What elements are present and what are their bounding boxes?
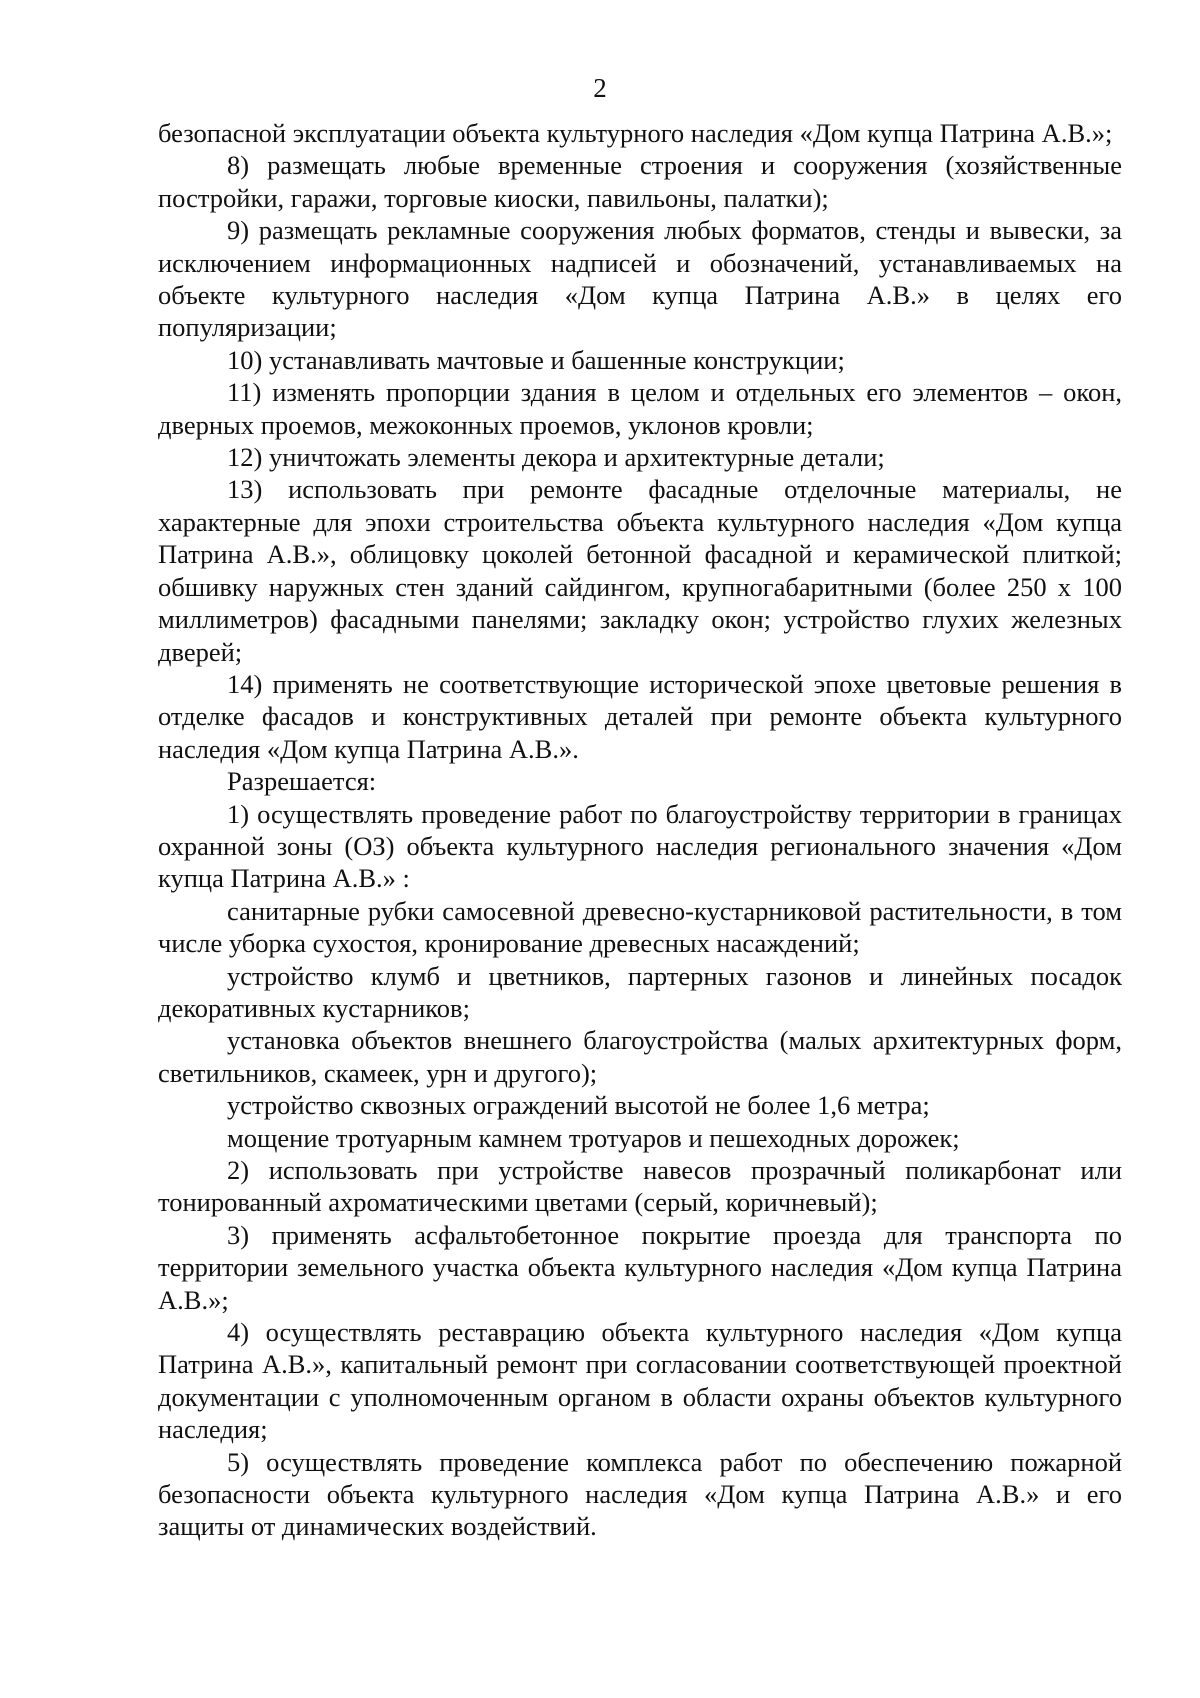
paragraph: безопасной эксплуатации объекта культурного наследия «Дом купца Патрина А.В.»;: [158, 118, 1113, 148]
paragraph: 4) осуществлять реставрацию объекта культурного наследия «Дом купца Патрина А.В.», капитальный ремонт при согласовании соответствующей проектной документации с уполномоченным органом в области охраны объектов культурного наследия;: [158, 1317, 1122, 1445]
document-body: [158, 117, 1122, 1543]
paragraph: 1) осуществлять проведение работ по благоустройству территории в границах охранной зоны (ОЗ) объекта культурного наследия регионального значения «Дом купца Патрина А.В.» :: [158, 798, 1122, 894]
paragraph: 5) осуществлять проведение комплекса работ по обеспечению пожарной безопасности объекта культурного наследия «Дом купца Патрина А.В.» и его защиты от динамических воздействий.: [158, 1446, 1122, 1542]
page-number: 2: [593, 73, 607, 103]
paragraph: 3) применять асфальтобетонное покрытие проезда для транспорта по территории земельного участка объекта культурного наследия «Дом купца Патрина А.В.»;: [158, 1219, 1122, 1315]
paragraph: 8) размещать любые временные строения и сооружения (хозяйственные постройки, гаражи, торговые киоски, павильоны, палатки);: [158, 150, 1122, 213]
paragraph: установка объектов внешнего благоустройства (малых архитектурных форм, светильников, скамеек, урн и другого);: [158, 1025, 1122, 1088]
paragraph: устройство сквозных ограждений высотой не более 1,6 метра;: [227, 1090, 930, 1121]
paragraph: санитарные рубки самосевной древесно-кустарниковой растительности, в том числе уборка сухостоя, кронирование древесных насаждений;: [158, 895, 1122, 959]
paragraph: 12) уничтожать элементы декора и архитектурные детали;: [227, 442, 885, 473]
paragraph: 11) изменять пропорции здания в целом и отдельных его элементов – окон, дверных проемов, межоконных проемов, уклонов кровли;: [158, 377, 1122, 440]
paragraph: 2) использовать при устройстве навесов прозрачный поликарбонат или тонированный ахроматическими цветами (серый, коричневый);: [158, 1155, 1122, 1218]
paragraph: устройство клумб и цветников, партерных газонов и линейных посадок декоративных кустарников;: [158, 960, 1122, 1023]
paragraph: 14) применять не соответствующие исторической эпохе цветовые решения в отделке фасадов и конструктивных деталей при ремонте объекта культурного наследия «Дом купца Патрина А.В.».: [158, 668, 1122, 764]
paragraph: мощение тротуарным камнем тротуаров и пешеходных дорожек;: [227, 1122, 960, 1153]
section-heading-permitted: Разрешается:: [227, 766, 377, 797]
paragraph: 10) устанавливать мачтовые и башенные конструкции;: [227, 344, 845, 375]
paragraph: 13) использовать при ремонте фасадные отделочные материалы, не характерные для эпохи строительства объекта культурного наследия «Дом купца Патрина А.В.», облицовку цоколей бетонной фасадной и керамической плиткой; обшивку наружных стен зданий сайдингом, крупногабаритными (более 250 х 100 миллиметров) фасадными панелями; закладку окон; устройство глухих железных дверей;: [158, 474, 1122, 667]
paragraph: 9) размещать рекламные сооружения любых форматов, стенды и вывески, за исключением информационных надписей и обозначений, устанавливаемых на объекте культурного наследия «Дом купца Патрина А.В.» в целях его популяризации;: [158, 215, 1122, 343]
